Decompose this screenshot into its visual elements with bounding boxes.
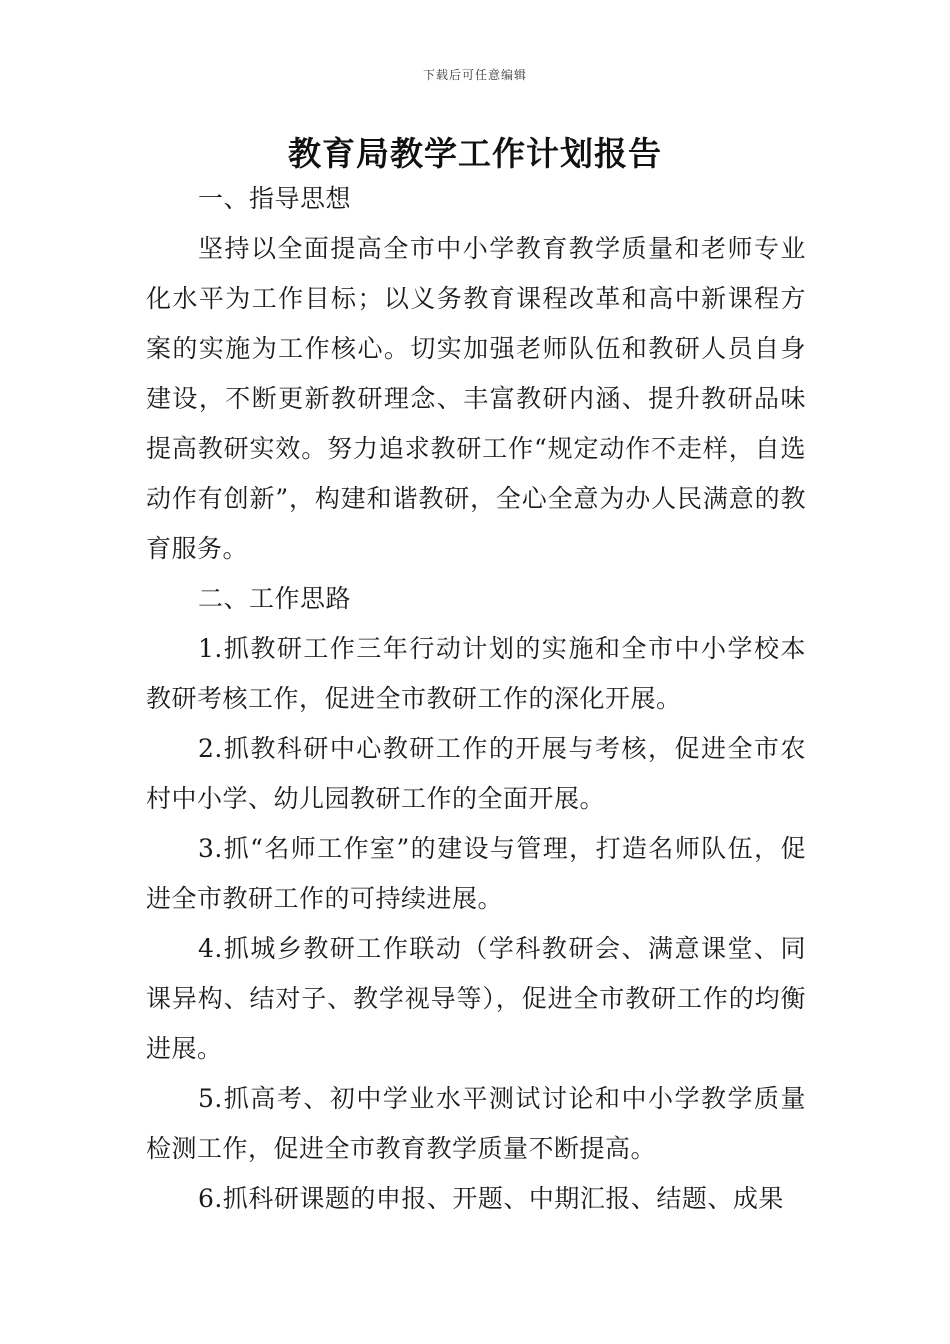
- paragraph-guiding-thought: 坚持以全面提高全市中小学教育教学质量和老师专业化水平为工作目标；以义务教育课程改革和高中新课程方案的实施为工作核心。切实加强老师队伍和教研人员自身建设，不断更新教研理念、丰富教研内涵、提升教研品味提高教研实效。努力追求教研工作“规定动作不走样，自选动作有创新”，构建和谐教研，全心全意为办人民满意的教育服务。: [146, 234, 806, 563]
- list-item-3: 3.抓“名师工作室”的建设与管理，打造名师队伍，促进全市教研工作的可持续进展。: [146, 834, 806, 913]
- document-body: [146, 174, 806, 1224]
- list-item-5: 5.抓高考、初中学业水平测试讨论和中小学教学质量检测工作，促进全市教育教学质量不断提高。: [146, 1084, 806, 1163]
- section-heading-work-ideas: 二、工作思路: [198, 584, 352, 613]
- header-note: 下载后可任意编辑: [422, 68, 527, 82]
- document-title: 教育局教学工作计划报告: [288, 134, 662, 173]
- list-item-4: 4.抓城乡教研工作联动（学科教研会、满意课堂、同课异构、结对子、教学视导等），促进全市教研工作的均衡进展。: [146, 934, 806, 1063]
- list-item-2: 2.抓教科研中心教研工作的开展与考核，促进全市农村中小学、幼儿园教研工作的全面开展。: [146, 734, 806, 813]
- section-heading-guiding-thought: 一、指导思想: [198, 184, 352, 213]
- list-item-6: 6.抓科研课题的申报、开题、中期汇报、结题、成果: [198, 1184, 784, 1213]
- list-item-1: 1.抓教研工作三年行动计划的实施和全市中小学校本教研考核工作，促进全市教研工作的深化开展。: [146, 634, 806, 713]
